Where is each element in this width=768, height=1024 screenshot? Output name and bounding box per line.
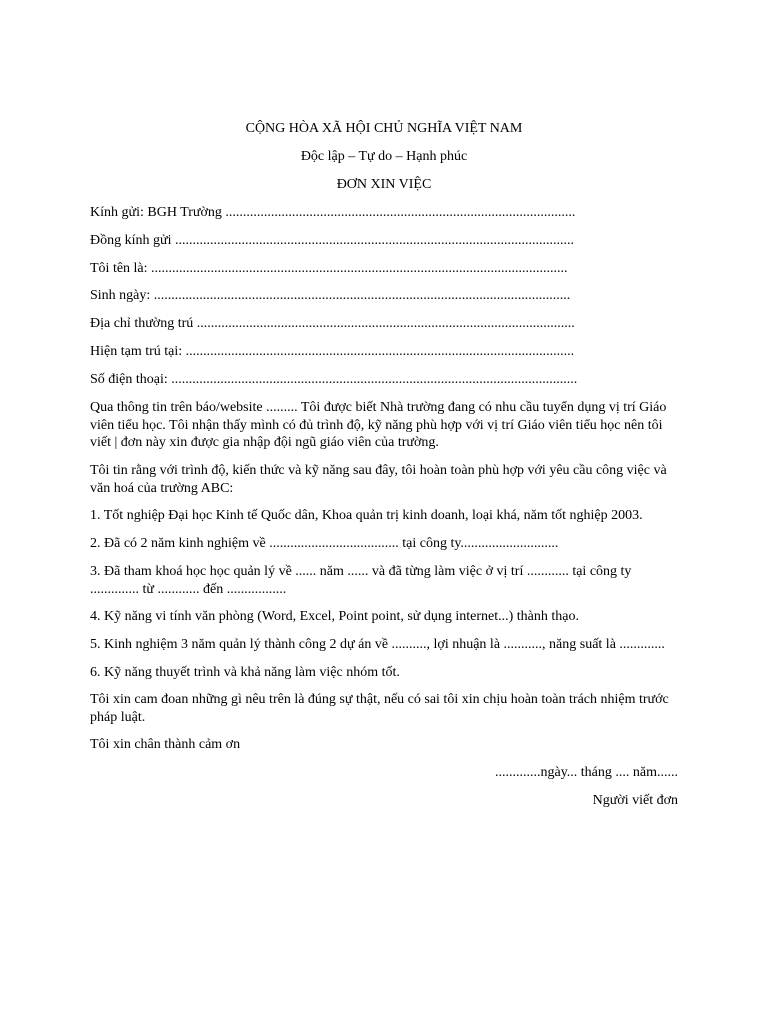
list-item-4: 4. Kỹ năng vi tính văn phòng (Word, Excel, Point point, sử dụng internet...) thành thạo. bbox=[90, 609, 580, 624]
field-tam-tru: Hiện tạm trú tại: ............................................................................................................... bbox=[90, 344, 575, 359]
field-dien-thoai: Số điện thoại: .................................................................................................................... bbox=[90, 372, 578, 387]
motto-heading: Độc lập – Tự do – Hạnh phúc bbox=[300, 149, 468, 164]
signer-label: Người viết đơn bbox=[592, 793, 678, 808]
document-title: ĐƠN XIN VIỆC bbox=[336, 177, 432, 192]
list-item-2: 2. Đã có 2 năm kinh nghiệm về ..................................... tại công ty............................ bbox=[90, 536, 559, 551]
paragraph-commit: Tôi xin cam đoan những gì nêu trên là đúng sự thật, nếu có sai tôi xin chịu hoàn toàn trách nhiệm trước pháp luật. bbox=[90, 692, 669, 725]
paragraph-intro: Qua thông tin trên báo/website ......... Tôi được biết Nhà trường đang có nhu cầu tuyển dụng vị trí Giáo viên tiểu học. Tôi nhận thấy mình có đủ trình độ, kỹ năng phù hợp với vị trí Giáo viên tiểu học nên tôi viết | đơn này xin được gia nhập đội ngũ giáo viên của trường. bbox=[90, 400, 667, 450]
list-item-6: 6. Kỹ năng thuyết trình và khả năng làm việc nhóm tốt. bbox=[90, 665, 400, 680]
paragraph-thanks: Tôi xin chân thành cảm ơn bbox=[90, 737, 241, 752]
field-kinh-gui: Kính gửi: BGH Trường .................................................................................................... bbox=[90, 205, 576, 220]
date-line: .............ngày... tháng .... năm...... bbox=[494, 765, 678, 780]
list-item-1: 1. Tốt nghiệp Đại học Kinh tế Quốc dân, Khoa quản trị kinh doanh, loại khá, năm tốt nghiệp 2003. bbox=[90, 508, 643, 523]
field-sinh-ngay: Sinh ngày: ....................................................................................................................... bbox=[90, 288, 571, 303]
list-item-3: 3. Đã tham khoá học học quản lý về ...... năm ...... và đã từng làm việc ở vị trí ............ tại công ty .............. từ ............ đến ................. bbox=[90, 564, 632, 597]
list-item-5: 5. Kinh nghiệm 3 năm quản lý thành công 2 dự án về .........., lợi nhuận là ..........., năng suất là ............. bbox=[90, 637, 665, 652]
paragraph-belief: Tôi tin rằng với trình độ, kiến thức và kỹ năng sau đây, tôi hoàn toàn phù hợp với yêu cầu công việc và văn hoá của trường ABC: bbox=[90, 463, 667, 496]
field-ten: Tôi tên là: ....................................................................................................................... bbox=[90, 261, 568, 276]
country-heading: CỘNG HÒA XÃ HỘI CHỦ NGHĨA VIỆT NAM bbox=[245, 121, 523, 136]
field-dia-chi: Địa chỉ thường trú ............................................................................................................ bbox=[90, 316, 575, 331]
field-dong-kinh-gui: Đồng kính gửi .................................................................................................................. bbox=[90, 233, 574, 248]
